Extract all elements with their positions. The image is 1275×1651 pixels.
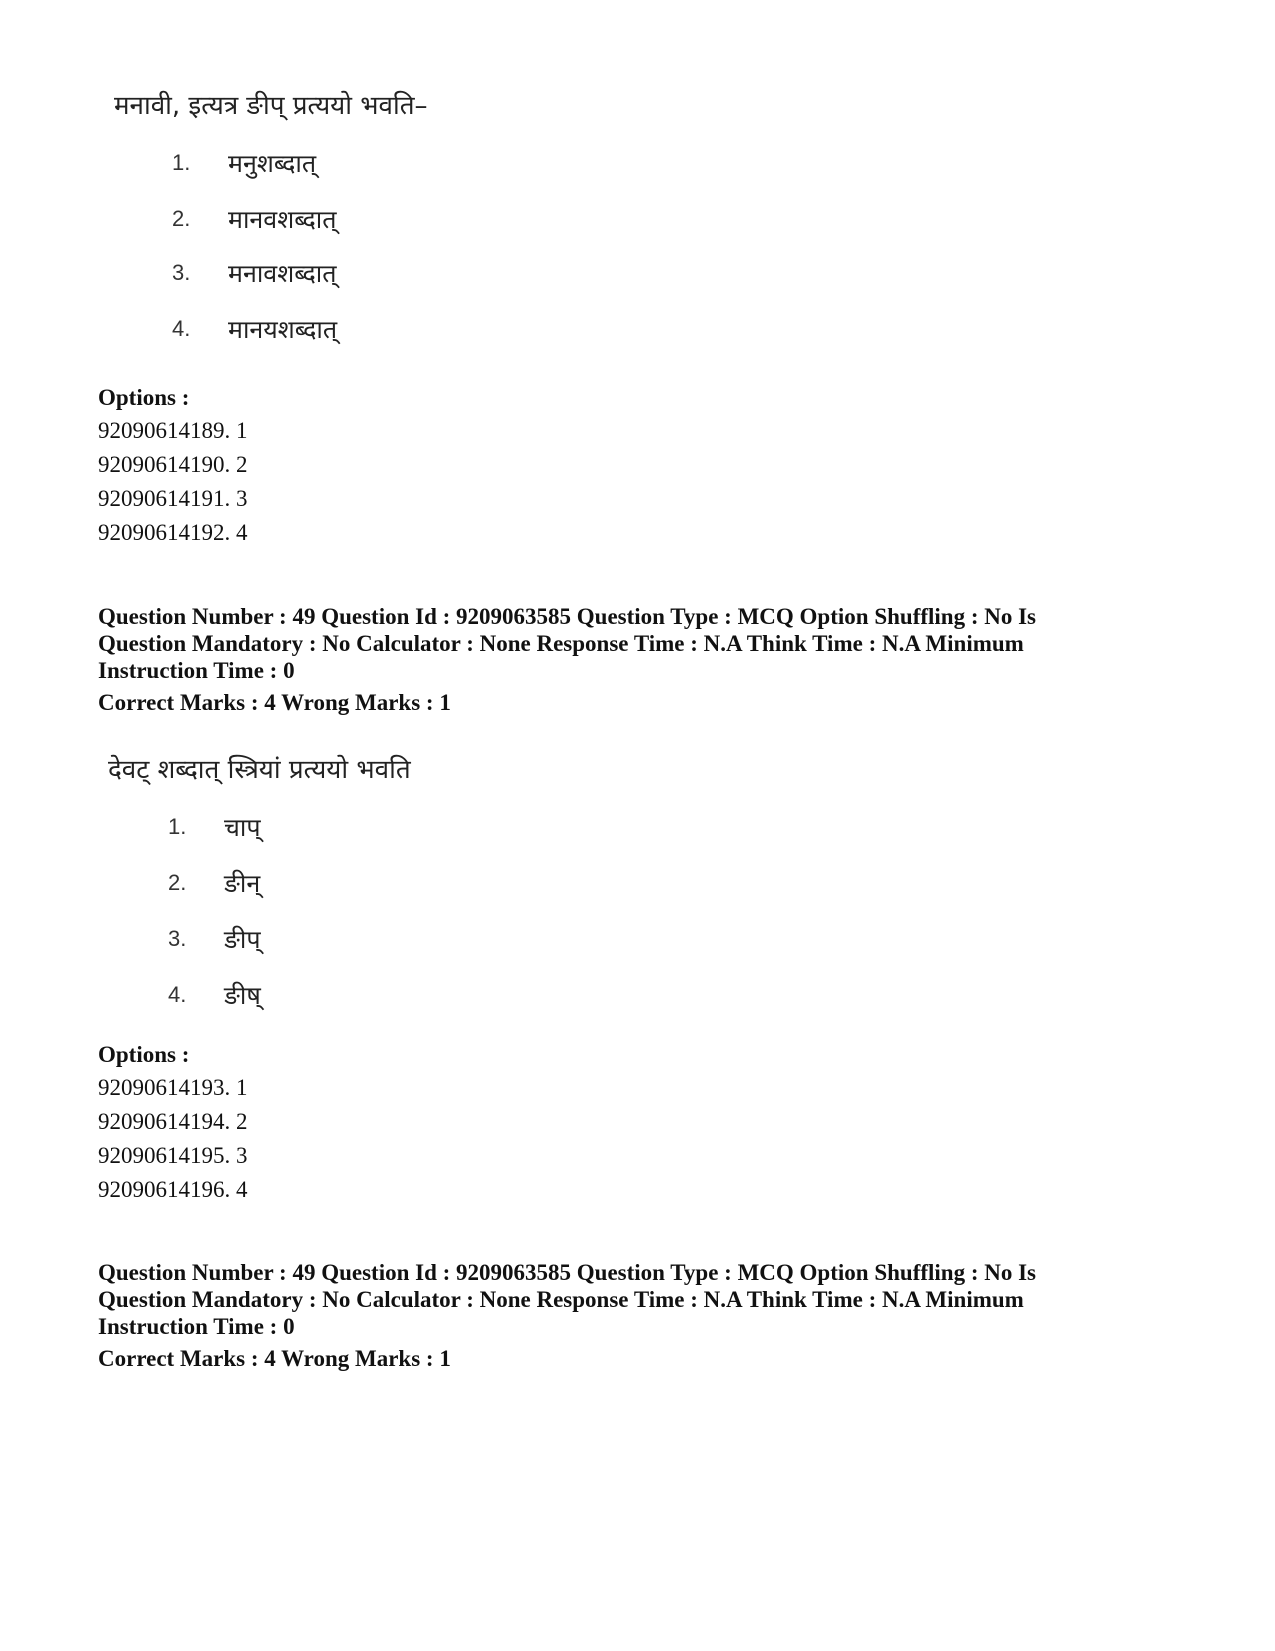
meta-line: Instruction Time : 0 — [98, 1314, 295, 1339]
meta-line: Question Mandatory : No Calculator : None Response Time : N.A Think Time : N.A Minimum — [98, 631, 1024, 656]
option-id-line: 92090614190. 2 — [98, 452, 248, 477]
choice-number: 3. — [172, 260, 191, 285]
meta-line: Question Number : 49 Question Id : 9209063585 Question Type : MCQ Option Shuffling : No Is — [98, 1260, 1037, 1285]
choice-number: 4. — [172, 316, 191, 341]
choice-text: मानयशब्दात् — [228, 315, 338, 344]
marks-line: Correct Marks : 4 Wrong Marks : 1 — [98, 1346, 451, 1371]
choice-number: 3. — [168, 926, 187, 951]
option-id-line: 92090614195. 3 — [98, 1143, 248, 1168]
choice-number: 1. — [172, 150, 191, 175]
option-id-line: 92090614193. 1 — [98, 1075, 248, 1100]
choice-number: 2. — [172, 206, 191, 231]
meta-line: Question Mandatory : No Calculator : None Response Time : N.A Think Time : N.A Minimum — [98, 1287, 1024, 1312]
option-id-line: 92090614189. 1 — [98, 418, 248, 443]
choice-text: ङीष् — [224, 981, 261, 1010]
choice-text: ङीन् — [224, 869, 261, 898]
options-heading: Options : — [98, 1042, 190, 1067]
options-heading: Options : — [98, 385, 190, 410]
choice-text: ङीप् — [224, 925, 261, 954]
option-id-line: 92090614196. 4 — [98, 1177, 248, 1202]
meta-line: Instruction Time : 0 — [98, 658, 295, 683]
question-stem: देवट् शब्दात् स्त्रियां प्रत्ययो भवति — [108, 755, 411, 785]
choice-text: चाप् — [224, 813, 261, 842]
question-stem: मनावी, इत्यत्र ङीप् प्रत्ययो भवति– — [114, 91, 428, 121]
question-meta — [98, 1259, 1188, 1340]
choice-number: 2. — [168, 870, 187, 895]
option-id-line: 92090614194. 2 — [98, 1109, 248, 1134]
choice-number: 1. — [168, 814, 187, 839]
option-id-line: 92090614191. 3 — [98, 486, 248, 511]
choice-text: मनावशब्दात् — [228, 259, 337, 288]
choice-number: 4. — [168, 982, 187, 1007]
choice-text: मानवशब्दात् — [228, 205, 337, 234]
option-id-line: 92090614192. 4 — [98, 520, 248, 545]
marks-line: Correct Marks : 4 Wrong Marks : 1 — [98, 690, 451, 715]
meta-line: Question Number : 49 Question Id : 9209063585 Question Type : MCQ Option Shuffling : No Is — [98, 604, 1037, 629]
choice-text: मनुशब्दात् — [228, 149, 317, 178]
